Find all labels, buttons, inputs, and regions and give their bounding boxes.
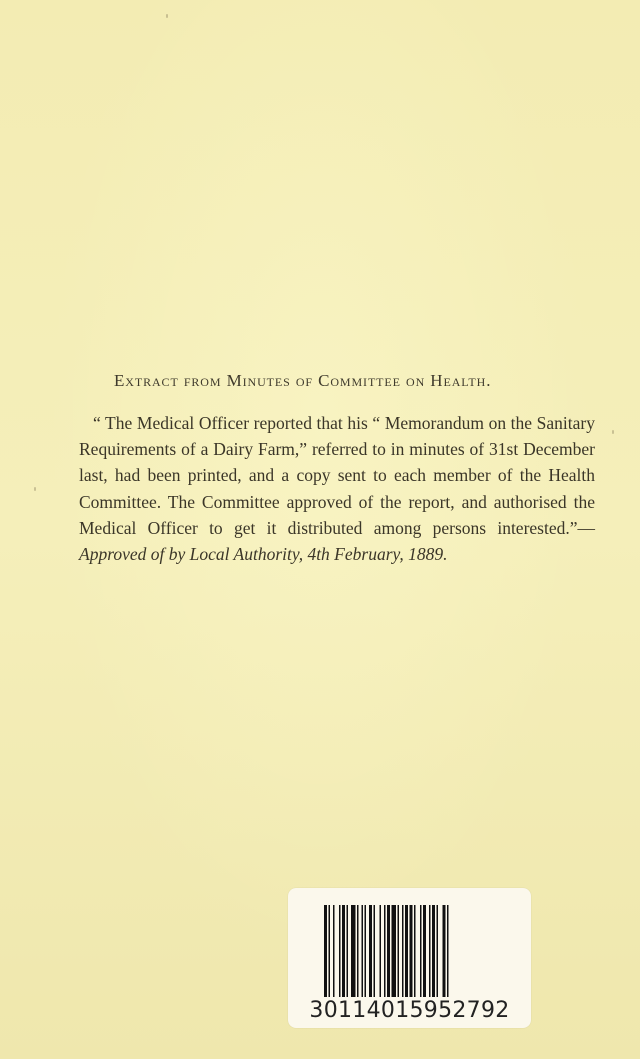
minutes-text: “ The Medical Officer reported that his “ Memorandum on the Sanitary Requirements of a Dairy Farm,” referred to in minutes of 31st December last, had been printed, and a copy sent to each member of the Health Committee. The Committee approved of the report, and authorised the Medical Officer to get it distributed among persons interested.”— xyxy=(79,413,595,538)
barcode-number: 30114015952792 xyxy=(309,998,510,1023)
minutes-paragraph xyxy=(79,410,595,567)
barcode-icon xyxy=(324,905,495,997)
extract-heading: Extract from Minutes of Committee on Health. xyxy=(114,371,492,390)
paper-blemish xyxy=(612,430,614,434)
barcode-label xyxy=(288,888,531,1028)
paper-blemish xyxy=(34,487,36,491)
approval-note: Approved of by Local Authority, 4th February, 1889. xyxy=(79,544,448,565)
paper-blemish xyxy=(166,14,168,18)
